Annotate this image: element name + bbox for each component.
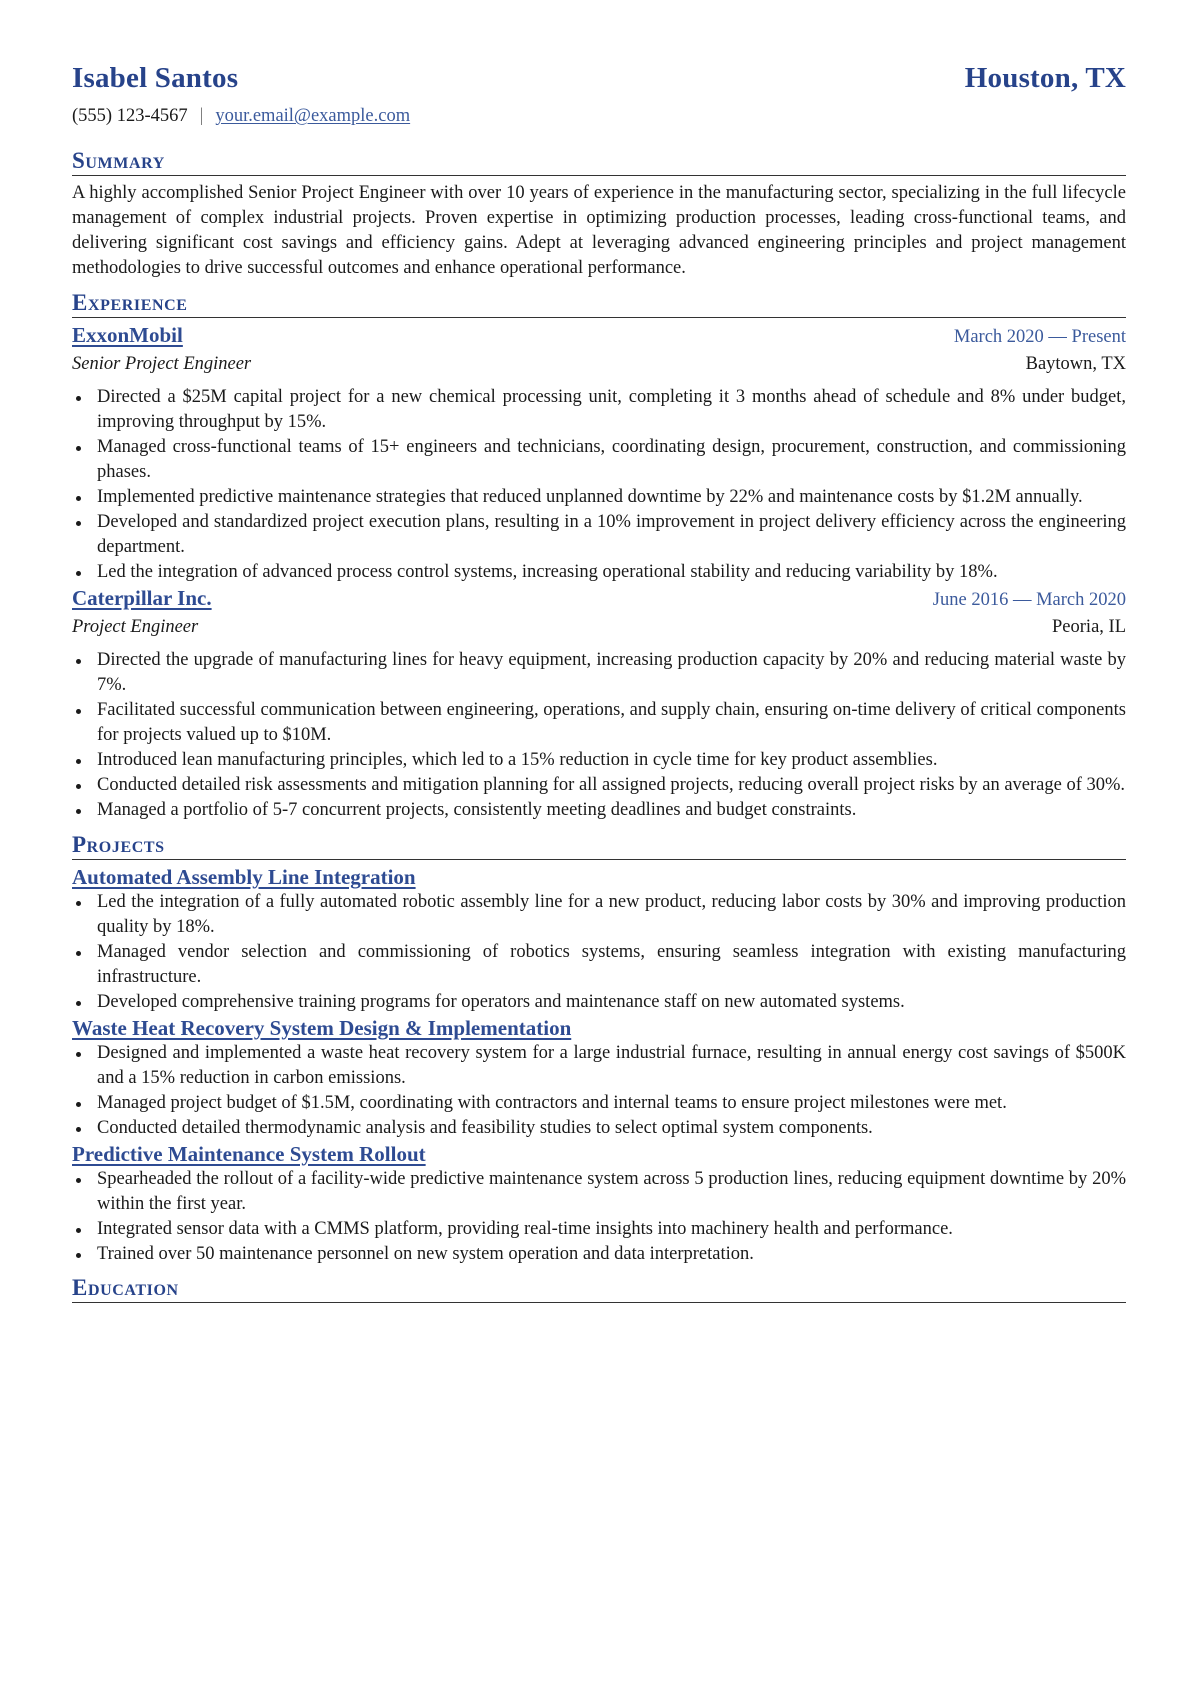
bullet-icon: [76, 496, 81, 501]
list-item: Integrated sensor data with a CMMS platform, providing real-time insights into machinery health and performance.: [72, 1217, 1126, 1242]
bullet-icon: [76, 521, 81, 526]
list-item: Spearheaded the rollout of a facility-wide predictive maintenance system across 5 production lines, reducing equipment downtime by 20% within the first year.: [72, 1167, 1126, 1217]
list-item: Conducted detailed thermodynamic analysis and feasibility studies to select optimal system components.: [72, 1116, 1126, 1141]
job-title: Project Engineer: [72, 617, 199, 637]
candidate-location: Houston, TX: [964, 62, 1126, 94]
list-item: Facilitated successful communication between engineering, operations, and supply chain, ensuring on-time delivery of critical components for projects valued up to $10M.: [72, 698, 1126, 748]
list-item: Managed cross-functional teams of 15+ engineers and technicians, coordinating design, procurement, construction, and commissioning phases.: [72, 435, 1126, 485]
list-item: Directed the upgrade of manufacturing lines for heavy equipment, increasing production capacity by 20% and reducing material waste by 7%.: [72, 648, 1126, 698]
bullet-icon: [76, 1001, 81, 1006]
bullet-icon: [76, 1052, 81, 1057]
bullet-icon: [76, 1127, 81, 1132]
project-title-link[interactable]: Waste Heat Recovery System Design & Implementation: [72, 1016, 572, 1040]
bullet-icon: [76, 809, 81, 814]
resume-header: [72, 62, 1126, 104]
section-title-projects: Projects: [72, 832, 1126, 860]
achievement-list: [72, 648, 1126, 823]
contact-separator: |: [199, 106, 204, 126]
project-title-link[interactable]: Automated Assembly Line Integration: [72, 865, 416, 889]
bullet-icon: [76, 446, 81, 451]
bullet-icon: [76, 571, 81, 576]
job-title: Senior Project Engineer: [72, 354, 252, 374]
list-item: Implemented predictive maintenance strategies that reduced unplanned downtime by 22% and maintenance costs by $1.2M annually.: [72, 485, 1126, 510]
project-title-link[interactable]: Predictive Maintenance System Rollout: [72, 1142, 426, 1166]
employment-dates: June 2016 — March 2020: [932, 590, 1126, 610]
experience-entry: [72, 585, 1126, 823]
project-entry: [72, 1015, 1126, 1141]
bullet-icon: [76, 659, 81, 664]
summary-text: A highly accomplished Senior Project Engineer with over 10 years of experience in the manufacturing sector, specializing in the full lifecycle management of complex industrial projects. Proven expertise in optimizing production processes, leading cross-functional teams, and delivering significant cost savings and efficiency gains. Adept at leveraging advanced engineering principles and project management methodologies to drive successful outcomes and enhance operational performance.: [72, 183, 1126, 278]
list-item: Developed comprehensive training programs for operators and maintenance staff on new automated systems.: [72, 990, 1126, 1015]
project-entry: [72, 864, 1126, 1015]
list-item: Led the integration of advanced process control systems, increasing operational stability and reducing variability by 18%.: [72, 560, 1126, 585]
phone-number: (555) 123-4567: [72, 106, 188, 126]
achievement-list: [72, 385, 1126, 585]
company-link[interactable]: Caterpillar Inc.: [72, 586, 212, 610]
resume-page: [72, 62, 1126, 1303]
section-title-summary: Summary: [72, 148, 1126, 176]
list-item: Directed a $25M capital project for a new chemical processing unit, completing it 3 months ahead of schedule and 8% under budget, improving throughput by 15%.: [72, 385, 1126, 435]
bullet-icon: [76, 709, 81, 714]
section-title-experience: Experience: [72, 290, 1126, 318]
list-item: Managed vendor selection and commissioning of robotics systems, ensuring seamless integration with existing manufacturing infrastructure.: [72, 940, 1126, 990]
list-item: Led the integration of a fully automated robotic assembly line for a new product, reducing labor costs by 30% and improving production quality by 18%.: [72, 890, 1126, 940]
bullet-icon: [76, 1253, 81, 1258]
bullet-icon: [76, 1102, 81, 1107]
bullet-icon: [76, 759, 81, 764]
experience-entry: [72, 322, 1126, 585]
project-entry: [72, 1141, 1126, 1267]
list-item: Developed and standardized project execution plans, resulting in a 10% improvement in project delivery efficiency across the engineering department.: [72, 510, 1126, 560]
section-title-education: Education: [72, 1275, 1126, 1303]
bullet-icon: [76, 784, 81, 789]
list-item: Managed a portfolio of 5-7 concurrent projects, consistently meeting deadlines and budget constraints.: [72, 798, 1126, 823]
bullet-icon: [76, 396, 81, 401]
list-item: Managed project budget of $1.5M, coordinating with contractors and internal teams to ensure project milestones were met.: [72, 1091, 1126, 1116]
contact-info: [72, 106, 1126, 134]
email-link[interactable]: your.email@example.com: [215, 106, 411, 126]
bullet-icon: [76, 1228, 81, 1233]
project-bullet-list: [72, 890, 1126, 1015]
list-item: Designed and implemented a waste heat recovery system for a large industrial furnace, resulting in annual energy cost savings of $500K and a 15% reduction in carbon emissions.: [72, 1041, 1126, 1091]
company-link[interactable]: ExxonMobil: [72, 323, 183, 347]
project-bullet-list: [72, 1167, 1126, 1267]
employment-dates: March 2020 — Present: [953, 327, 1126, 347]
list-item: Trained over 50 maintenance personnel on new system operation and data interpretation.: [72, 1242, 1126, 1267]
candidate-name: Isabel Santos: [72, 62, 239, 94]
job-location: Baytown, TX: [1025, 354, 1126, 374]
bullet-icon: [76, 901, 81, 906]
bullet-icon: [76, 951, 81, 956]
project-bullet-list: [72, 1041, 1126, 1141]
list-item: Conducted detailed risk assessments and mitigation planning for all assigned projects, reducing overall project risks by an average of 30%.: [72, 773, 1126, 798]
bullet-icon: [76, 1178, 81, 1183]
job-location: Peoria, IL: [1052, 617, 1126, 637]
list-item: Introduced lean manufacturing principles, which led to a 15% reduction in cycle time for key product assemblies.: [72, 748, 1126, 773]
